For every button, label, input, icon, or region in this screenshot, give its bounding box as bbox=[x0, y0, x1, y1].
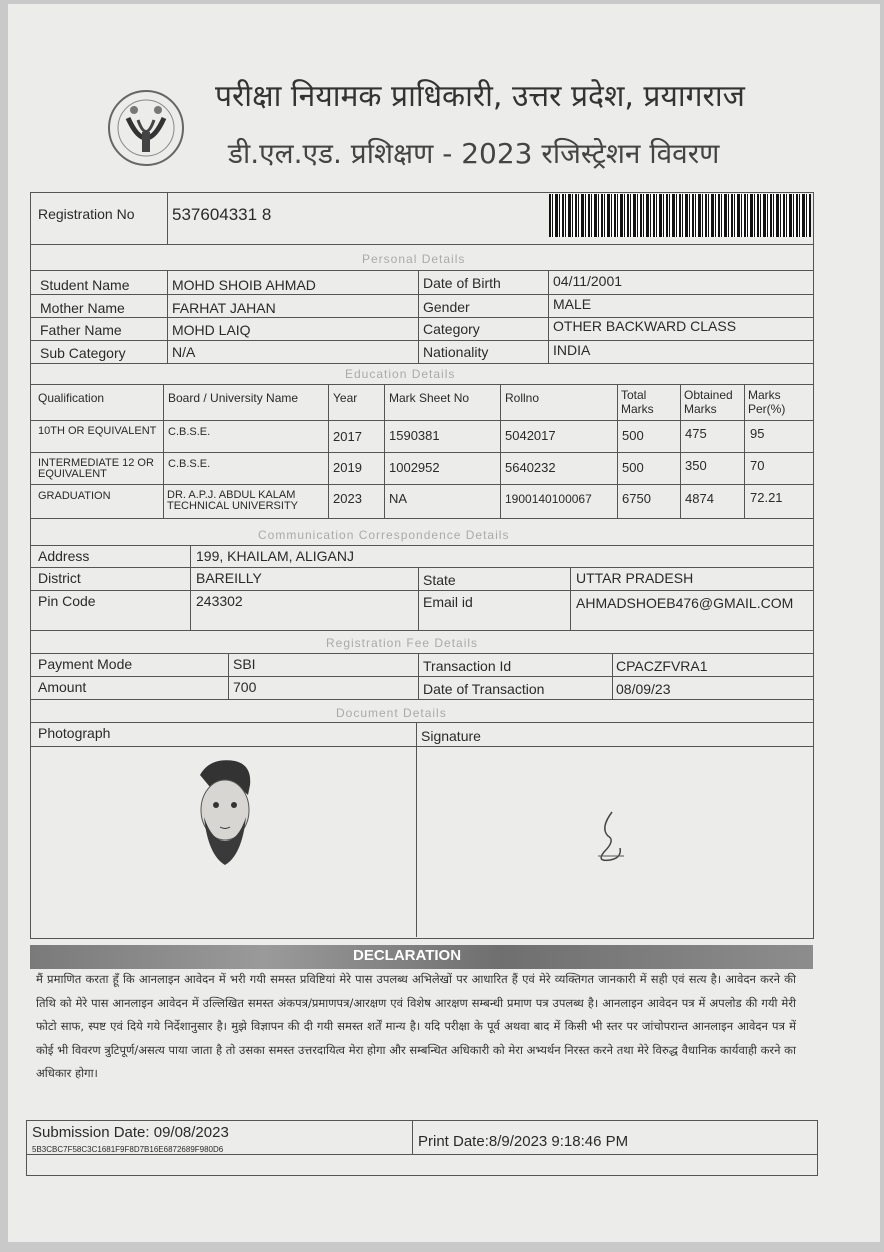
student-name-label: Student Name bbox=[40, 277, 130, 293]
edu-row-percent: 95 bbox=[750, 426, 765, 441]
gender-value: MALE bbox=[553, 296, 592, 312]
edu-row-board: C.B.S.E. bbox=[168, 458, 211, 470]
edu-header-percent: Marks Per(%) bbox=[748, 388, 786, 416]
edu-row-year: 2017 bbox=[333, 429, 362, 444]
edu-row-year: 2019 bbox=[333, 460, 362, 475]
sub-category-value: N/A bbox=[172, 344, 196, 360]
edu-row-rollno: 1900140100067 bbox=[505, 492, 592, 506]
edu-row-marksheet: NA bbox=[389, 491, 408, 506]
declaration-title: DECLARATION bbox=[353, 947, 462, 964]
transaction-id-value: CPACZFVRA1 bbox=[616, 658, 708, 674]
father-name: MOHD LAIQ bbox=[172, 322, 251, 338]
edu-header-marksheet: Mark Sheet No bbox=[389, 391, 470, 405]
edu-row-total: 500 bbox=[622, 460, 644, 475]
payment-mode-label: Payment Mode bbox=[38, 656, 133, 672]
authority-title: परीक्षा नियामक प्राधिकारी, उत्तर प्रदेश, प्रयागराज bbox=[215, 79, 745, 114]
edu-row-qualification: INTERMEDIATE 12 OR EQUIVALENT bbox=[38, 457, 154, 480]
transaction-date-label: Date of Transaction bbox=[423, 681, 545, 697]
father-name-label: Father Name bbox=[40, 322, 122, 338]
registration-number: 537604331 8 bbox=[172, 205, 272, 224]
edu-row-rollno: 5640232 bbox=[505, 460, 556, 475]
section-document-details: Document Details bbox=[336, 706, 447, 720]
signature-label: Signature bbox=[421, 728, 481, 744]
edu-header-board: Board / University Name bbox=[168, 391, 299, 405]
email-label: Email id bbox=[423, 594, 473, 610]
edu-row-qualification: 10TH OR EQUIVALENT bbox=[38, 425, 157, 437]
sub-category-label: Sub Category bbox=[40, 345, 126, 361]
edu-header-obtained: Obtained Marks bbox=[684, 388, 733, 416]
district-value: BAREILLY bbox=[196, 570, 262, 586]
declaration-text: मैं प्रमाणित करता हूँ कि आनलाइन आवेदन में भरी गयी समस्त प्रविष्टियां मेरे पास उपलब्ध अभिलेखों पर आधारित हैं एवं मेरे व्यक्तिगत जानकारी में सही एवं सत्य है। आवेदन करने की तिथि को मेरे पास आनलाइन आवेदन में उल्लिखित समस्त अंकपत्र/प्रमाणपत्र/आरक्षण एवं विशेष आरक्षण सम्बन्धी प्रमाण पत्र उपलब्ध है। आनलाइन आवेदन पत्र में अपलोड की गयी मेरी फोटो साफ, स्पष्ट एवं दिये गये निर्देशानुसार है। मुझे विज्ञापन की दी गयी समस्त शर्तें मान्य है। यदि परीक्षा के पूर्व अथवा बाद में किसी भी स्तर पर जांचोपरान्त आनलाइन आवेदन पत्र में कोई भी विवरण त्रुटिपूर्ण/असत्य पाया जाता है तो उसका समस्त उत्तरदायित्व मेरा होगा और सम्बन्धित अधिकारी को मेरा अभ्यर्थन निरस्त करने तथा मेरे विरुद्ध वैधानिक कार्यवाही करने का अधिकार होगा। bbox=[36, 972, 796, 1080]
edu-header-total: Total Marks bbox=[621, 388, 654, 416]
dob-label: Date of Birth bbox=[423, 275, 501, 291]
nationality-value: INDIA bbox=[553, 342, 591, 358]
edu-row-qualification: GRADUATION bbox=[38, 490, 111, 502]
registration-label: Registration No bbox=[38, 206, 135, 222]
section-personal-details: Personal Details bbox=[362, 252, 466, 266]
edu-row-rollno: 5042017 bbox=[505, 428, 556, 443]
print-date: Print Date:8/9/2023 9:18:46 PM bbox=[418, 1133, 629, 1150]
transaction-date-value: 08/09/23 bbox=[616, 681, 671, 697]
barcode bbox=[549, 194, 811, 237]
edu-row-board: C.B.S.E. bbox=[168, 426, 211, 438]
nationality-label: Nationality bbox=[423, 344, 489, 360]
amount-label: Amount bbox=[38, 679, 87, 695]
edu-header-rollno: Rollno bbox=[505, 391, 540, 405]
edu-row-obtained: 475 bbox=[685, 426, 707, 441]
student-name: MOHD SHOIB AHMAD bbox=[172, 277, 316, 293]
edu-row-total: 6750 bbox=[622, 491, 651, 506]
edu-row-year: 2023 bbox=[333, 491, 362, 506]
amount-value: 700 bbox=[233, 679, 257, 695]
state-value: UTTAR PRADESH bbox=[576, 570, 694, 586]
registration-subtitle: डी.एल.एड. प्रशिक्षण - 2023 रजिस्ट्रेशन विवरण bbox=[228, 137, 720, 170]
mother-name-label: Mother Name bbox=[40, 300, 125, 316]
form-frame bbox=[30, 192, 814, 939]
edu-row-total: 500 bbox=[622, 428, 644, 443]
submission-date: Submission Date: 09/08/2023 bbox=[32, 1124, 229, 1141]
category-label: Category bbox=[423, 321, 480, 337]
section-education-details: Education Details bbox=[345, 367, 456, 381]
edu-row-percent: 70 bbox=[750, 458, 765, 473]
edu-row-obtained: 4874 bbox=[685, 491, 714, 506]
edu-row-percent: 72.21 bbox=[750, 490, 783, 505]
payment-mode-value: SBI bbox=[233, 656, 256, 672]
dob-value: 04/11/2001 bbox=[553, 273, 623, 289]
email-value: AHMADSHOEB476@GMAIL.COM bbox=[576, 595, 794, 611]
mother-name: FARHAT JAHAN bbox=[172, 300, 276, 316]
photograph-label: Photograph bbox=[38, 725, 111, 741]
edu-header-year: Year bbox=[333, 391, 358, 405]
edu-row-marksheet: 1590381 bbox=[389, 428, 440, 443]
document-hash: 5B3CBC7F58C3C1681F9F8D7B16E6872689F980D6 bbox=[32, 1145, 224, 1154]
section-fee-details: Registration Fee Details bbox=[326, 636, 479, 650]
state-label: State bbox=[423, 572, 456, 588]
edu-row-board: DR. A.P.J. ABDUL KALAM TECHNICAL UNIVERSITY bbox=[167, 489, 299, 512]
signature-image-icon bbox=[590, 808, 630, 868]
address-value: 199, KHAILAM, ALIGANJ bbox=[196, 548, 354, 564]
gender-label: Gender bbox=[423, 299, 470, 315]
section-contact-details: Communication Correspondence Details bbox=[258, 528, 510, 542]
pin-code-value: 243302 bbox=[196, 593, 243, 609]
edu-header-qualification: Qualification bbox=[38, 391, 105, 405]
edu-row-obtained: 350 bbox=[685, 458, 707, 473]
candidate-photo-icon bbox=[190, 755, 260, 875]
edu-row-marksheet: 1002952 bbox=[389, 460, 440, 475]
pin-code-label: Pin Code bbox=[38, 593, 96, 609]
district-label: District bbox=[38, 570, 81, 586]
address-label: Address bbox=[38, 548, 90, 564]
emblem-logo-icon bbox=[98, 88, 194, 168]
category-value: OTHER BACKWARD CLASS bbox=[553, 318, 737, 334]
transaction-id-label: Transaction Id bbox=[423, 658, 512, 674]
